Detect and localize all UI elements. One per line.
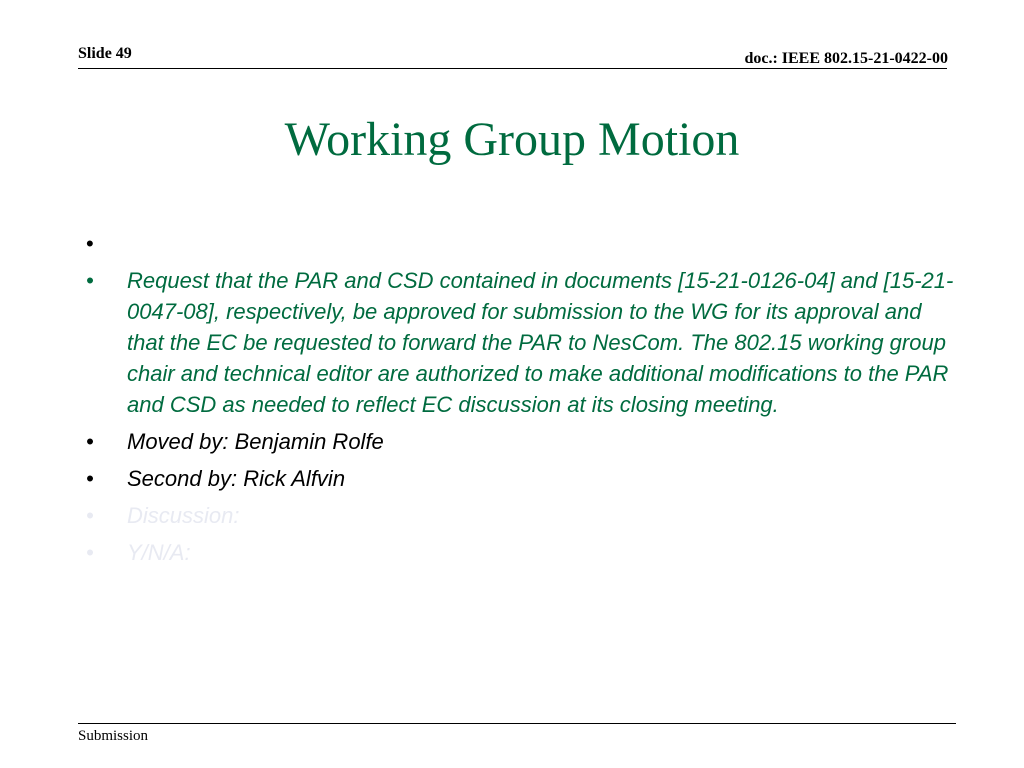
bullet-item-discussion (86, 500, 956, 531)
motion-bullet-list (86, 228, 956, 574)
slide-number: Slide 49 (78, 45, 132, 62)
bullet-text: Discussion: (127, 503, 240, 528)
bullet-icon: • (86, 231, 94, 256)
bullet-icon: • (86, 429, 94, 454)
bullet-text: Request that the PAR and CSD contained in documents [15-21-0126-04] and [15-21-0047-08], respectively, be approved for submission to the WG for its approval and that the EC be requested to forward the PAR to NesCom. The 802.15 working group chair and technical editor are authorized to make additional modifications to the PAR and CSD as needed to reflect EC discussion at its closing meeting. (127, 268, 954, 417)
bullet-icon: • (86, 503, 94, 528)
bullet-item-motion-request (86, 265, 956, 420)
bullet-item-second-by (86, 463, 956, 494)
slide-title: Working Group Motion (284, 113, 740, 166)
bullet-icon: • (86, 466, 94, 491)
bullet-item-empty (86, 228, 956, 259)
footer-label: Submission (78, 728, 149, 744)
bullet-item-moved-by (86, 426, 956, 457)
footer-divider (78, 723, 956, 724)
bullet-text: Moved by: Benjamin Rolfe (127, 429, 384, 454)
bullet-item-vote (86, 537, 956, 568)
bullet-text: Second by: Rick Alfvin (127, 466, 346, 491)
document-id: doc.: IEEE 802.15-21-0422-00 (744, 50, 948, 67)
header-divider (78, 68, 947, 69)
bullet-icon: • (86, 268, 94, 293)
bullet-text: Y/N/A: (127, 540, 191, 565)
bullet-icon: • (86, 540, 94, 565)
